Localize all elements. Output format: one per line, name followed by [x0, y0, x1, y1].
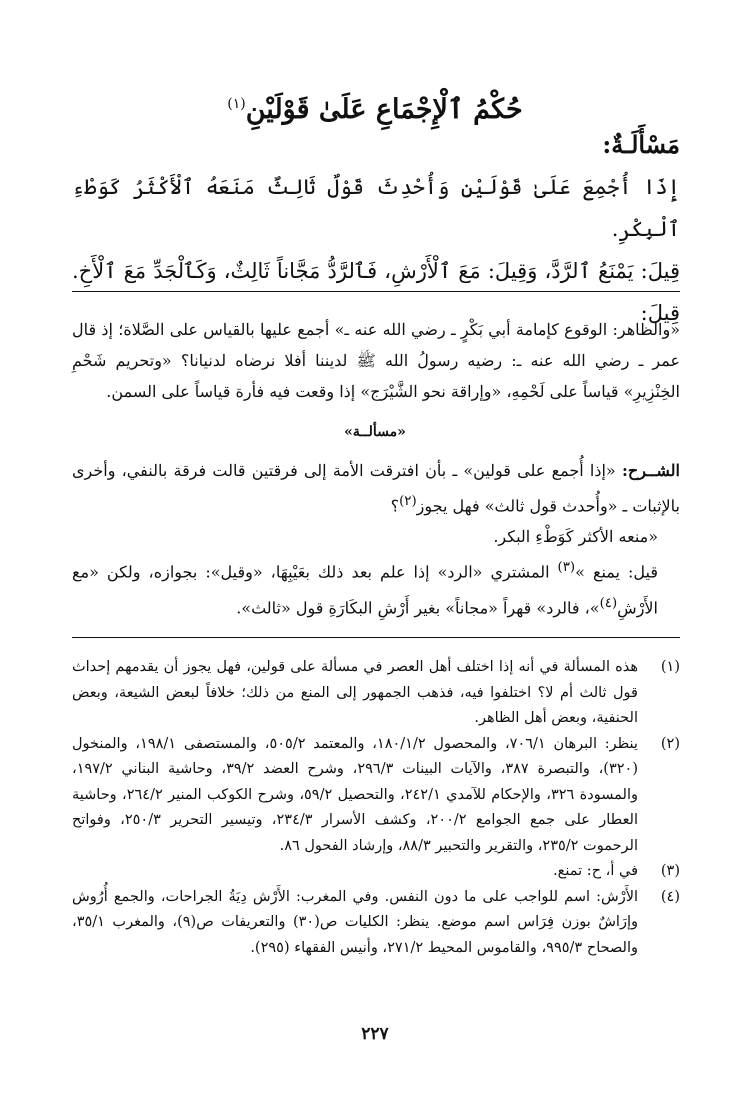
footnote-marker-3: (٣)	[557, 560, 576, 576]
commentary-text-3-mid: المشتري «الرد» إذا علم بعد ذلك بعَيْبِهَا، «وقيل»: بجوازه، ولكن «مع الأَرْشِ	[72, 562, 658, 617]
footnote-text: الأَرْش: اسم للواجب على ما دون النفس. وفي المغرب: الأَرْش دِيَةُ الجراحات، والجمع أُرُوش وإرَاشٌ بوزن فِرَاس اسم موضع. ينظر: الكليات ص(٣٠) والتعريفات ص(٩)، والمغرب ٣٥/١، والصحاح ٩٩٥/٣، والقاموس المحيط ٢٧١/٢، وأنيس الفقهاء (٢٩٥).	[72, 888, 638, 956]
footnote-text: في أ، ح: تمنع.	[553, 863, 638, 879]
commentary-text-3-start: قيل: يمنع »	[575, 562, 659, 582]
page-number: ٢٢٧	[361, 1024, 389, 1044]
title-footnote-marker: (١)	[227, 96, 246, 112]
previous-commentary	[72, 314, 680, 407]
sharh-label: الشــرح:	[621, 461, 680, 480]
commentary-paragraph-2: «منعه الأكثر كَوَطْءِ البكر.	[493, 527, 658, 547]
footnote-marker-2: (٢)	[399, 494, 417, 509]
footnote-4	[72, 885, 680, 962]
chapter-title-text: حُكْمُ ٱلْإِجْمَاعِ عَلَىٰ قَوْلَيْنِ	[245, 94, 523, 125]
matn-line-2: قِيلَ: يَمْنَعُ ٱلرَّدَّ، وَقِيلَ: مَعَ ٱلْأَرْشِ، فَٱلرَّدُّ مَجَّاناً ثَالِثٌ، وَكَٱلْجَدِّ مَعَ ٱلْأَخِ. قِيلَ:	[72, 259, 680, 325]
commentary-text-3-end: »، فالرد» قهراً «مجاناً» بغير أَرْشِ البكَارَةِ قول «ثالث».	[236, 597, 600, 617]
footnote-number: (٣)	[660, 863, 680, 879]
masala-heading: مَسْأَلَـةٌ:	[602, 130, 680, 159]
footnotes	[72, 655, 680, 961]
commentary-paragraph-1	[72, 455, 680, 521]
footnote-number: (٢)	[660, 735, 680, 752]
commentary	[72, 455, 680, 623]
footnote-3	[72, 859, 680, 885]
footnote-marker-4: (٤)	[599, 595, 618, 611]
footnote-2	[72, 732, 680, 860]
footnotes-divider	[72, 637, 680, 638]
commentary-masala-heading: «مسألــة»	[344, 424, 406, 440]
previous-commentary-paragraph: «والظاهر: الوقوع كإمامة أبي بَكْرٍ ـ رضي الله عنه ـ» أجمع عليها بالقياس على الصَّلاة؛ إذ قال عمر ـ رضي الله عنه ـ: رضيه رسولُ الله ﷺ لديننا أفلا نرضاه لدنيانا؟ «وتحريم شَحْمِ الخِنْزِيرِ» قياساً على لَحْمِهِ، «وإراقة نحو الشَّيْرَج» إذا وقعت فيه فأرة قياساً على السمن.	[72, 320, 681, 401]
footnote-1	[72, 655, 680, 732]
footnote-number: (٤)	[660, 888, 680, 905]
commentary-paragraph-3	[72, 552, 680, 623]
footnote-text: هذه المسألة في أنه إذا اختلف أهل العصر في مسألة على قولين، فهل يجوز أن يقدمهم إحداث قول ثالث أم لا؟ اختلفوا فيه، فذهب الجمهور إلى المنع من ذلك؛ خلافاً لبعض الشيعة، وبعض الحنفية، وبعض أهل الظاهر.	[72, 659, 638, 726]
matn-divider	[72, 291, 680, 292]
commentary-text-1-end: ؟	[390, 496, 400, 516]
footnote-number: (١)	[660, 659, 680, 675]
chapter-title	[0, 84, 750, 130]
matn-line-1: إِذَا أُجْمِعَ عَلَىٰ قَوْلَيْنِ وَأُحْدِثَ قَوْلٌ ثَالِثٌ مَنَعَهُ ٱلْأَكْثَرُ كَوَطْءِ ٱلْبِكْرِ.	[72, 175, 680, 241]
footnote-text: ينظر: البرهان ٧٠٦/١، والمحصول ١٨٠/١/٢، والمعتمد ٥٠٥/٢، والمستصفى ١٩٨/١، والمنخول (٣٢٠)، والتبصرة ٣٨٧، والآيات البينات ٢٩٦/٣، وشرح العضد ٣٩/٢، وحاشية البناني ١٩٧/٢، والمسودة ٣٢٦، والإحكام للآمدي ٢٤٢/١، والتحصيل ٥٩/٢، وشرح الكوكب المنير ٢٦٤/٢، وحاشية العطار على جمع الجوامع ٢٠٠/٢، وكشف الأسرار ٢٣٤/٣، وتيسير التحرير ٢٥٠/٣، وفواتح الرحموت ٢٣٥/٢، والتقرير والتحبير ٨٨/٣، وإرشاد الفحول ٨٦.	[72, 735, 639, 854]
commentary-text-1: «إذا أُجمع على قولين» ـ بأن افترقت الأمة إلى فرقتين قالت فرقة بالنفي، وأخرى بالإثبات ـ «وأُحدث قول ثالث» فهل يجوز	[72, 461, 680, 516]
matn-text	[72, 166, 680, 334]
